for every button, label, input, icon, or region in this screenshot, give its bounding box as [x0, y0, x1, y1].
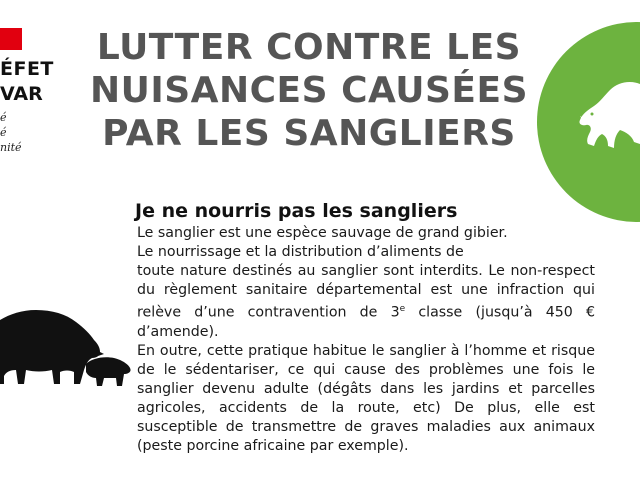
- paragraph-2-superscript: e: [399, 304, 406, 314]
- paragraph-2: [137, 262, 595, 342]
- logo-motto-line-1: é: [0, 111, 7, 124]
- marianne-flag-icon: [0, 28, 22, 50]
- logo-motto-line-3: nité: [0, 141, 22, 154]
- section-heading: Je ne nourris pas les sangliers: [135, 200, 458, 222]
- title-line-2: NUISANCES CAUSÉES: [89, 70, 529, 111]
- paragraph-3: En outre, cette pratique habitue le sanglier à l’homme et risque de le sédentariser, ce qui cause des problèmes une fois le sanglier devenu adulte (dégâts dans les jardins et parcelles agricoles, accidents de la route, etc) De plus, elle est susceptible de transmettre de graves maladies aux animaux (peste porcine africaine par exemple).: [137, 342, 595, 454]
- paragraph-1: Le sanglier est une espèce sauvage de grand gibier.: [137, 225, 508, 241]
- boar-and-piglet-silhouette-icon: [0, 300, 135, 392]
- logo-motto-line-2: é: [0, 126, 7, 139]
- main-content: [137, 200, 595, 456]
- boar-icon: [578, 70, 640, 170]
- title-line-1: LUTTER CONTRE LES: [96, 27, 522, 68]
- prefecture-logo: [0, 28, 70, 158]
- page-title: [78, 26, 540, 155]
- paragraph-2-end: classe (jusqu’à 450 € d’amende).: [137, 304, 595, 340]
- logo-prefet-text: ÉFET: [0, 58, 54, 80]
- logo-var-text: VAR: [0, 83, 43, 105]
- title-line-3: PAR LES SANGLIERS: [102, 113, 516, 154]
- paragraph-2-body: toute nature destinés au sanglier sont interdits. Le non-respect du règlement sanitaire départemental est une infraction qui relève d’une contravention de 3: [137, 263, 595, 321]
- paragraph-2-start: Le nourrissage et la distribution d’aliments de: [137, 244, 464, 260]
